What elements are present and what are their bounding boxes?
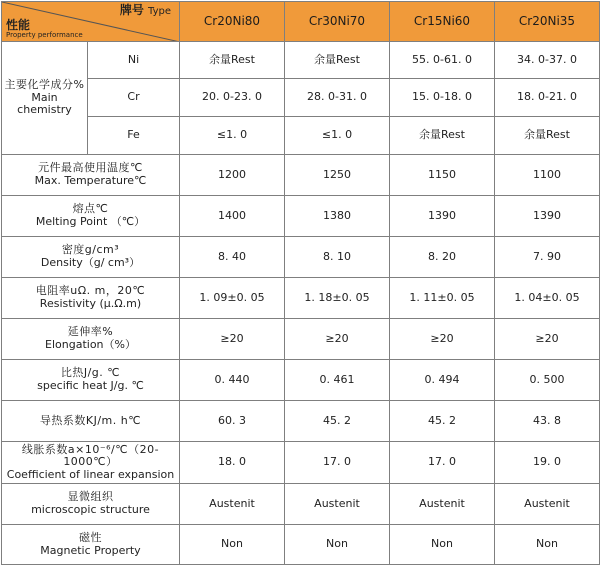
value-cell: 8. 10 bbox=[285, 237, 390, 278]
chemistry-label-zh: 主要化学成分% bbox=[4, 78, 85, 92]
value-cell: Austenit bbox=[390, 484, 495, 525]
value-cell: Non bbox=[180, 525, 285, 565]
property-table bbox=[1, 1, 600, 565]
grade-header: Cr20Ni80 bbox=[180, 2, 285, 42]
property-row bbox=[2, 196, 600, 237]
value-cell: Non bbox=[285, 525, 390, 565]
property-row bbox=[2, 155, 600, 196]
property-name-en: Coefficient of linear expansion bbox=[6, 467, 175, 481]
property-name-zh: 线胀系数a×10⁻⁶/℃（20-1000℃） bbox=[21, 442, 160, 469]
value-cell: 1150 bbox=[390, 155, 495, 196]
value-cell: Austenit bbox=[180, 484, 285, 525]
value-cell: ≥20 bbox=[390, 319, 495, 360]
value-cell: 7. 90 bbox=[495, 237, 600, 278]
property-label-cell bbox=[2, 525, 180, 565]
property-row bbox=[2, 278, 600, 319]
property-row bbox=[2, 525, 600, 565]
value-cell: 60. 3 bbox=[180, 401, 285, 442]
property-name-en: Max. Temperature℃ bbox=[34, 174, 147, 187]
value-cell: 0. 500 bbox=[495, 360, 600, 401]
property-row bbox=[2, 237, 600, 278]
property-name-zh: 电阻率uΩ. m，20℃ bbox=[35, 284, 146, 298]
property-name-zh: 导热系数KJ/m. h℃ bbox=[39, 413, 142, 427]
header-corner-cell bbox=[2, 2, 180, 42]
element-label: Cr bbox=[88, 79, 180, 117]
property-name-zh: 元件最高使用温度℃ bbox=[38, 161, 143, 175]
property-label-cell bbox=[2, 484, 180, 525]
property-name-zh: 延伸率% bbox=[67, 325, 114, 339]
value-cell: 1400 bbox=[180, 196, 285, 237]
element-label: Fe bbox=[88, 117, 180, 155]
property-name-en: Magnetic Property bbox=[40, 543, 141, 557]
value-cell: 18. 0-21. 0 bbox=[495, 79, 600, 117]
value-cell: 8. 40 bbox=[180, 237, 285, 278]
brand-label bbox=[120, 4, 171, 18]
property-label-cell bbox=[2, 360, 180, 401]
value-cell: 18. 0 bbox=[180, 442, 285, 484]
value-cell: 余量Rest bbox=[390, 117, 495, 155]
property-label-cell bbox=[2, 401, 180, 442]
value-cell: 20. 0-23. 0 bbox=[180, 79, 285, 117]
value-cell: 0. 440 bbox=[180, 360, 285, 401]
value-cell: 17. 0 bbox=[285, 442, 390, 484]
value-cell: 余量Rest bbox=[285, 42, 390, 79]
property-label-cell bbox=[2, 319, 180, 360]
value-cell: 28. 0-31. 0 bbox=[285, 79, 390, 117]
value-cell: 1390 bbox=[390, 196, 495, 237]
property-name-en: specific heat J/g. ℃ bbox=[37, 379, 144, 392]
element-label: Ni bbox=[88, 42, 180, 79]
value-cell: 17. 0 bbox=[390, 442, 495, 484]
property-name-en: Melting Point （℃） bbox=[35, 215, 146, 228]
property-label-cell bbox=[2, 155, 180, 196]
value-cell: 0. 494 bbox=[390, 360, 495, 401]
property-label-cell bbox=[2, 196, 180, 237]
value-cell: 1. 04±0. 05 bbox=[495, 278, 600, 319]
value-cell: 1200 bbox=[180, 155, 285, 196]
property-name-en: Density（g/ cm³） bbox=[40, 256, 141, 269]
chemistry-label bbox=[2, 42, 88, 155]
property-label-cell bbox=[2, 442, 180, 484]
brand-label-zh: 牌号 bbox=[119, 3, 144, 17]
value-cell: 余量Rest bbox=[495, 117, 600, 155]
value-cell: 余量Rest bbox=[180, 42, 285, 79]
value-cell: ≥20 bbox=[285, 319, 390, 360]
brand-label-en: Type bbox=[148, 6, 171, 17]
grade-header: Cr15Ni60 bbox=[390, 2, 495, 42]
property-label-zh: 性能 bbox=[6, 18, 31, 33]
chemistry-label-en: Main chemistry bbox=[17, 90, 72, 117]
property-label-en: Property performance bbox=[6, 30, 83, 39]
property-row bbox=[2, 360, 600, 401]
value-cell: Austenit bbox=[285, 484, 390, 525]
property-row bbox=[2, 484, 600, 525]
value-cell: 1390 bbox=[495, 196, 600, 237]
grade-header: Cr30Ni70 bbox=[285, 2, 390, 42]
value-cell: 19. 0 bbox=[495, 442, 600, 484]
property-label bbox=[6, 19, 83, 39]
property-name-en: microscopic structure bbox=[31, 503, 150, 516]
value-cell: Non bbox=[390, 525, 495, 565]
grade-header: Cr20Ni35 bbox=[495, 2, 600, 42]
value-cell: 1. 09±0. 05 bbox=[180, 278, 285, 319]
value-cell: ≥20 bbox=[180, 319, 285, 360]
property-label-cell bbox=[2, 237, 180, 278]
chem-row-cr bbox=[2, 79, 600, 117]
value-cell: 1250 bbox=[285, 155, 390, 196]
property-name-en: Resistivity (μ.Ω.m) bbox=[39, 297, 142, 310]
value-cell: 45. 2 bbox=[285, 401, 390, 442]
value-cell: 0. 461 bbox=[285, 360, 390, 401]
value-cell: ≥20 bbox=[495, 319, 600, 360]
value-cell: Non bbox=[495, 525, 600, 565]
chem-row-ni bbox=[2, 42, 600, 79]
value-cell: ≤1. 0 bbox=[285, 117, 390, 155]
value-cell: Austenit bbox=[495, 484, 600, 525]
property-row bbox=[2, 401, 600, 442]
property-name-en: Elongation（%） bbox=[45, 338, 136, 351]
header-row bbox=[2, 2, 600, 42]
property-row bbox=[2, 319, 600, 360]
property-name-zh: 比热J/g. ℃ bbox=[60, 366, 121, 380]
property-name-zh: 密度g/cm³ bbox=[61, 243, 120, 257]
value-cell: 1. 18±0. 05 bbox=[285, 278, 390, 319]
value-cell: 1380 bbox=[285, 196, 390, 237]
value-cell: 1. 11±0. 05 bbox=[390, 278, 495, 319]
value-cell: 55. 0-61. 0 bbox=[390, 42, 495, 79]
value-cell: 34. 0-37. 0 bbox=[495, 42, 600, 79]
property-name-zh: 显微组织 bbox=[67, 490, 114, 504]
chem-row-fe bbox=[2, 117, 600, 155]
property-row bbox=[2, 442, 600, 484]
value-cell: 43. 8 bbox=[495, 401, 600, 442]
property-label-cell bbox=[2, 278, 180, 319]
value-cell: 15. 0-18. 0 bbox=[390, 79, 495, 117]
property-name-zh: 磁性 bbox=[79, 530, 102, 544]
value-cell: 1100 bbox=[495, 155, 600, 196]
value-cell: 45. 2 bbox=[390, 401, 495, 442]
value-cell: ≤1. 0 bbox=[180, 117, 285, 155]
property-name-zh: 熔点℃ bbox=[72, 202, 109, 216]
value-cell: 8. 20 bbox=[390, 237, 495, 278]
